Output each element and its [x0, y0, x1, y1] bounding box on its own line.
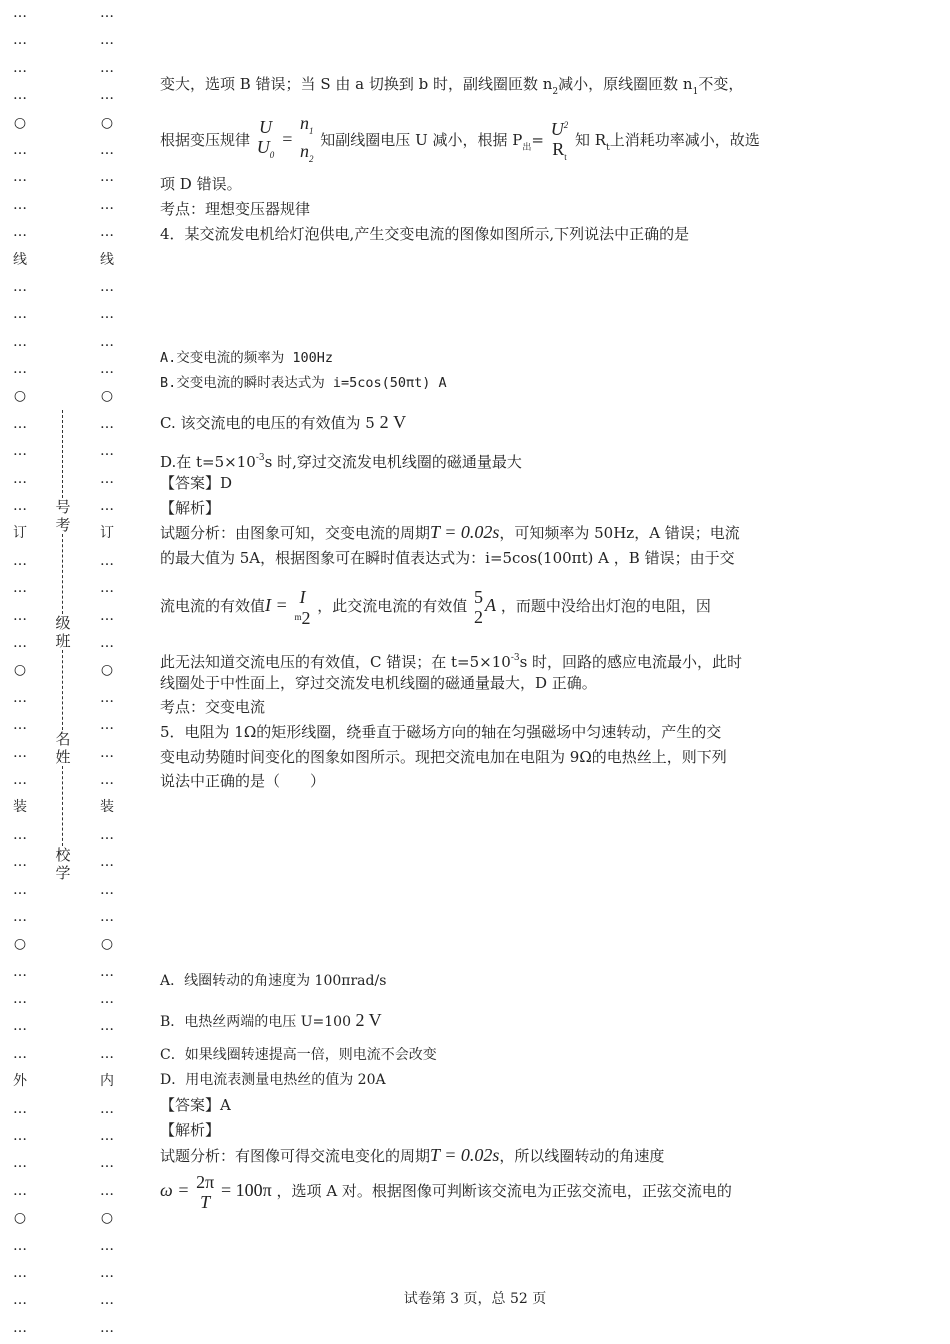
binding-inner-mark: … — [100, 881, 114, 898]
binding-outer-mark: … — [13, 306, 27, 323]
binding-inner-mark: … — [100, 744, 114, 761]
binding-inner-mark: 内 — [100, 1073, 114, 1090]
binding-outer-mark: … — [13, 169, 27, 186]
binding-inner-mark: … — [100, 717, 114, 734]
binding-inner-mark: ○ — [100, 114, 114, 131]
binding-outer-mark: … — [13, 607, 27, 624]
binding-outer-mark: … — [13, 196, 27, 213]
binding-inner-mark: … — [100, 634, 114, 651]
binding-inner-mark: … — [100, 415, 114, 432]
binding-inner-mark: … — [100, 333, 114, 350]
q5-analysis-line1: 试题分析：有图像可得交流电变化的周期T = 0.02s，所以线圈转动的角速度 — [160, 1145, 665, 1165]
q4-answer: 【答案】D — [160, 474, 233, 492]
binding-outer-mark: … — [13, 552, 27, 569]
dashed-line — [62, 534, 64, 614]
binding-inner-mark: 订 — [100, 525, 114, 542]
binding-outer-mark: … — [13, 141, 27, 158]
binding-inner-mark: … — [100, 224, 114, 241]
binding-inner-mark: … — [100, 854, 114, 871]
binding-inner-mark: … — [100, 552, 114, 569]
binding-outer-mark: … — [13, 1045, 27, 1062]
binding-outer-mark: … — [13, 59, 27, 76]
binding-outer-mark: … — [13, 1292, 27, 1309]
binding-outer-mark: … — [13, 470, 27, 487]
q4-analysis-line5: 线圈处于中性面上，穿过交流发电机线圈的磁通量最大，D 正确。 — [160, 674, 597, 692]
q4-stem: 4．某交流发电机给灯泡供电,产生交变电流的图像如图所示,下列说法中正确的是 — [160, 225, 690, 243]
dashed-line — [62, 410, 64, 498]
binding-inner-mark: … — [100, 689, 114, 706]
binding-outer-mark: … — [13, 1182, 27, 1199]
q3-line3: 项 D 错误。 — [160, 175, 242, 193]
binding-margin-outer — [8, 0, 32, 1342]
binding-outer-mark: ○ — [13, 662, 27, 679]
binding-outer-mark: … — [13, 361, 27, 378]
q5-stem-line3: 说法中正确的是（ ） — [160, 772, 326, 790]
binding-inner-mark: … — [100, 443, 114, 460]
formula-effective-value: 5 2 — [474, 587, 484, 627]
binding-inner-mark: … — [100, 1182, 114, 1199]
binding-outer-mark: … — [13, 771, 27, 788]
dashed-line — [62, 766, 64, 846]
binding-outer-mark: 外 — [13, 1073, 27, 1090]
binding-outer-mark: … — [13, 744, 27, 761]
binding-outer-mark: … — [13, 881, 27, 898]
q3-line2: 根据变压规律 U $U_0$ = $n_1$ $n_2$ 知副线圈电压 U 减小，根据 $P_出=$ $U^2$ $R_t$ 知 $R_t$上消耗功率减小，故选 — [160, 112, 792, 166]
binding-outer-mark: … — [13, 1018, 27, 1035]
binding-inner-mark: … — [100, 1045, 114, 1062]
q4-analysis-line3: 流电流的有效值I = I $^m$2 ，此交流电流的有效值 5 2 A ，而题中没给出灯泡的电阻，因 — [160, 586, 711, 628]
q4-analysis-heading: 【解析】 — [160, 499, 221, 517]
binding-inner-mark: … — [100, 498, 114, 515]
binding-inner-mark: … — [100, 59, 114, 76]
binding-outer-mark: … — [13, 1319, 27, 1336]
binding-outer-mark: … — [13, 908, 27, 925]
binding-outer-mark: ○ — [13, 114, 27, 131]
binding-inner-mark: … — [100, 1128, 114, 1145]
formula-angular-velocity: 2π T — [196, 1172, 215, 1212]
binding-outer-mark: … — [13, 826, 27, 843]
binding-inner-mark: … — [100, 1018, 114, 1035]
q5-option-c: C．如果线圈转速提高一倍，则电流不会改变 — [160, 1047, 437, 1063]
q5-analysis-heading: 【解析】 — [160, 1121, 221, 1139]
binding-inner-mark: … — [100, 1319, 114, 1336]
binding-inner-mark: 装 — [100, 799, 114, 816]
binding-outer-mark: 订 — [13, 525, 27, 542]
binding-outer-mark: … — [13, 278, 27, 295]
binding-outer-mark: … — [13, 333, 27, 350]
q4-knowledge-point: 考点：交变电流 — [160, 698, 266, 716]
binding-outer-mark: ○ — [13, 1210, 27, 1227]
binding-outer-mark: 装 — [13, 799, 27, 816]
q5-analysis-line2: ω = 2π T = 100π ，选项 A 对。根据图像可判断该交流电为正弦交流电，正弦交流电的 — [160, 1172, 732, 1212]
binding-outer-mark: … — [13, 224, 27, 241]
binding-inner-mark: … — [100, 87, 114, 104]
q3-line1: 变大，选项 B 错误；当 S 由 a 切换到 b 时，副线圈匝数 $n_2$减小，原线圈匝数 $n_1$不变， — [160, 75, 744, 97]
student-info-column — [53, 410, 73, 882]
q4-analysis-line2: 的最大值为 5A，根据图象可在瞬时值表达式为：i=5cos(100πt) A ，B 错误；由于交 — [160, 549, 735, 567]
dashed-line — [62, 650, 64, 730]
q4-option-a: A.交变电流的频率为 100Hz — [160, 350, 334, 366]
binding-inner-mark: … — [100, 306, 114, 323]
q3-knowledge-point: 考点：理想变压器规律 — [160, 200, 311, 218]
binding-inner-mark: … — [100, 169, 114, 186]
binding-inner-mark: … — [100, 196, 114, 213]
binding-inner-mark: … — [100, 5, 114, 21]
binding-inner-mark: … — [100, 607, 114, 624]
binding-inner-mark: … — [100, 278, 114, 295]
page-footer: 试卷第 3 页，总 52 页 — [403, 1291, 547, 1307]
binding-inner-mark: … — [100, 1237, 114, 1254]
binding-margin-inner — [95, 0, 119, 1342]
q5-answer: 【答案】A — [160, 1096, 231, 1114]
q4-analysis-line1: 试题分析：由图象可知，交变电流的周期T = 0.02s，可知频率为 50Hz，A 错误；电流 — [160, 522, 740, 542]
binding-inner-mark: … — [100, 470, 114, 487]
binding-inner-mark: … — [100, 361, 114, 378]
binding-outer-mark: ○ — [13, 936, 27, 953]
binding-inner-mark: … — [100, 826, 114, 843]
q5-stem-line1: 5．电阻为 1Ω的矩形线圈，绕垂直于磁场方向的轴在匀强磁场中匀速转动，产生的交 — [160, 723, 722, 741]
q4-analysis-line4: 此无法知道交流电压的有效值，C 错误；在 $t=5\times 10^{-3}s$ 时，回路的感应电流最小，此时 — [160, 653, 743, 671]
binding-inner-mark: ○ — [100, 662, 114, 679]
binding-outer-mark: … — [13, 689, 27, 706]
binding-outer-mark: … — [13, 634, 27, 651]
binding-outer-mark: … — [13, 991, 27, 1008]
binding-outer-mark: … — [13, 5, 27, 21]
binding-outer-mark: ○ — [13, 388, 27, 405]
binding-inner-mark: … — [100, 963, 114, 980]
binding-outer-mark: … — [13, 1128, 27, 1145]
binding-inner-mark: … — [100, 908, 114, 925]
binding-outer-mark: … — [13, 580, 27, 597]
q5-option-b: B．电热丝两端的电压 U=100 2 V — [160, 1010, 382, 1030]
school-label: 校 学 — [55, 846, 71, 882]
binding-inner-mark: … — [100, 580, 114, 597]
binding-inner-mark: 线 — [100, 251, 114, 268]
binding-outer-mark: … — [13, 1264, 27, 1281]
binding-inner-mark: … — [100, 771, 114, 788]
binding-inner-mark: … — [100, 1155, 114, 1172]
binding-inner-mark: … — [100, 1100, 114, 1117]
binding-inner-mark: ○ — [100, 936, 114, 953]
binding-outer-mark: 线 — [13, 251, 27, 268]
q4-option-b: B.交变电流的瞬时表达式为 i=5cos(50πt) A — [160, 375, 447, 391]
binding-outer-mark: … — [13, 1237, 27, 1254]
binding-inner-mark: ○ — [100, 1210, 114, 1227]
name-label: 名 姓 — [55, 730, 71, 766]
binding-outer-mark: … — [13, 717, 27, 734]
q5-option-a: A．线圈转动的角速度为 100πrad/s — [160, 973, 387, 989]
binding-inner-mark: … — [100, 32, 114, 49]
formula-n-ratio: $n_1$ $n_2$ — [300, 113, 314, 164]
exam-number-label: 号 考 — [55, 498, 71, 534]
binding-outer-mark: … — [13, 1155, 27, 1172]
formula-effective-current: I $^m$2 — [294, 586, 311, 628]
q5-option-d: D．用电流表测量电热丝的值为 20A — [160, 1072, 386, 1088]
q5-stem-line2: 变电动势随时间变化的图象如图所示。现把交流电加在电阻为 9Ω的电热丝上，则下列 — [160, 748, 727, 766]
binding-outer-mark: … — [13, 415, 27, 432]
binding-outer-mark: … — [13, 963, 27, 980]
binding-outer-mark: … — [13, 498, 27, 515]
binding-outer-mark: … — [13, 32, 27, 49]
binding-outer-mark: … — [13, 1100, 27, 1117]
binding-outer-mark: … — [13, 854, 27, 871]
binding-inner-mark: … — [100, 991, 114, 1008]
class-label: 级 班 — [55, 614, 71, 650]
binding-inner-mark: ○ — [100, 388, 114, 405]
binding-inner-mark: … — [100, 1264, 114, 1281]
binding-inner-mark: … — [100, 1292, 114, 1309]
q4-option-d: D.在 $t=5\times 10^{-3}s$ 时,穿过交流发电机线圈的磁通量最大 — [160, 453, 522, 471]
q4-option-c: C. 该交流电的电压的有效值为 5 2 V — [160, 412, 407, 432]
formula-u-ratio: U $U_0$ — [256, 117, 275, 160]
formula-power: $U^2$ $R_t$ — [550, 119, 569, 162]
binding-outer-mark: … — [13, 443, 27, 460]
binding-outer-mark: … — [13, 87, 27, 104]
binding-inner-mark: … — [100, 141, 114, 158]
